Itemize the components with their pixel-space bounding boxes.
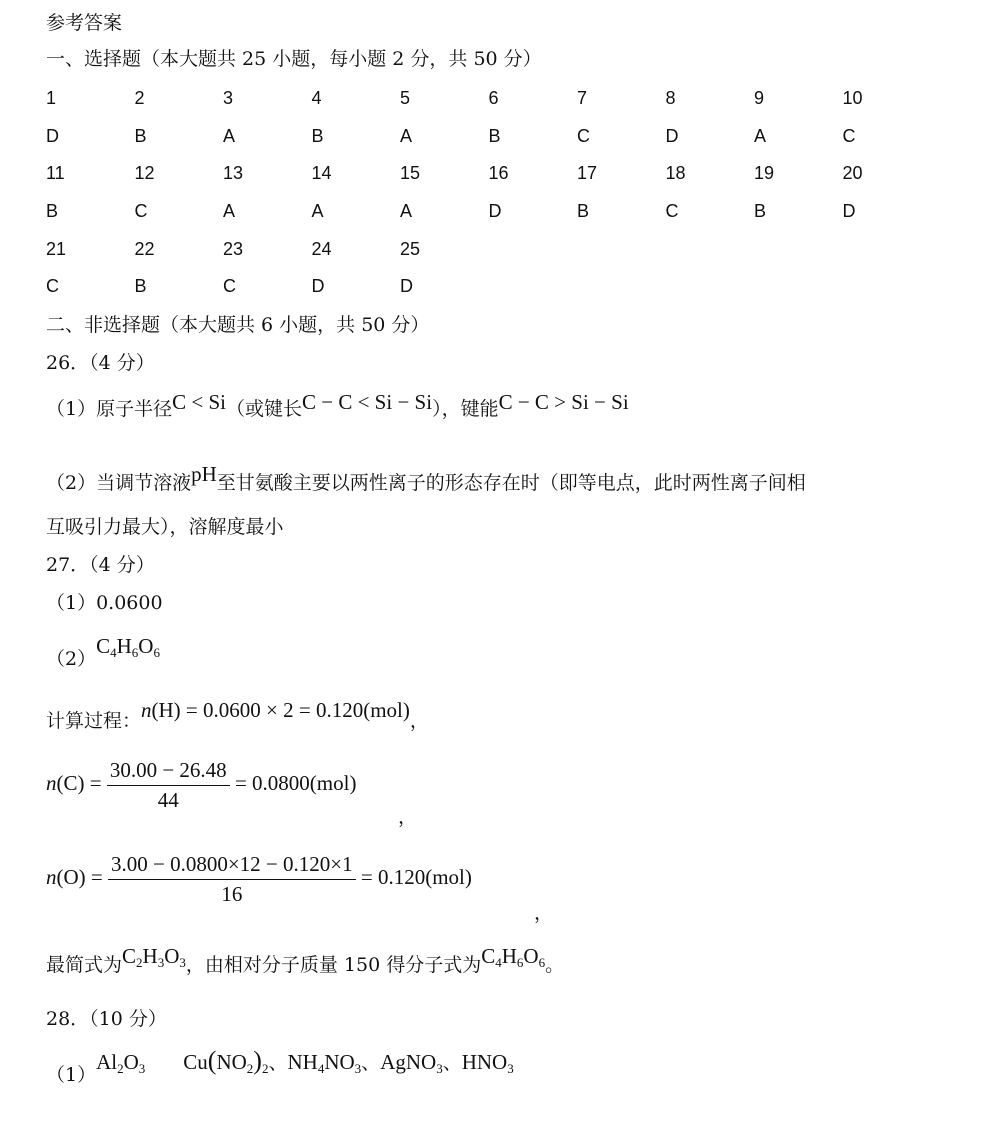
- table-cell: 11: [46, 163, 65, 184]
- table-row: [46, 80, 931, 118]
- table-row: [46, 268, 931, 306]
- molecular-formula: $C_4H_6O_6$: [96, 634, 160, 660]
- table-cell: 18: [665, 163, 686, 184]
- calc-nc: [46, 758, 356, 813]
- q26-part2-text: 至甘氨酸主要以两性离子的形态存在时（即等电点，此时两性离子间相: [216, 472, 806, 494]
- table-cell: 2: [134, 88, 145, 109]
- table-cell: B: [488, 125, 501, 146]
- bond-length-comparison: C − C < Si − Si: [301, 390, 433, 414]
- ph-symbol: pH: [191, 462, 217, 486]
- copper-nitrite-formula: $Cu(NO_2)_2$: [183, 1046, 269, 1076]
- q27-part2: [46, 632, 160, 670]
- table-cell: D: [311, 276, 325, 297]
- table-cell: B: [134, 125, 147, 146]
- calc-nh: [46, 696, 429, 732]
- alumina-formula: $Al_2O_3$: [96, 1050, 146, 1076]
- q28-part1-label: （1）: [46, 1064, 97, 1086]
- empirical-formula: $C_2H_3O_3$: [122, 944, 186, 970]
- q26-part1-mid: （或键长: [225, 398, 302, 420]
- q26-part2-label: （2）当调节溶液: [46, 472, 192, 494]
- table-cell: 16: [488, 163, 509, 184]
- table-cell: B: [754, 201, 767, 222]
- table-cell: 6: [488, 88, 499, 109]
- table-cell: A: [223, 201, 236, 222]
- table-row: [46, 155, 931, 193]
- calc-no: [46, 852, 472, 907]
- table-cell: 12: [134, 163, 155, 184]
- comma: ，: [398, 806, 418, 828]
- simplest-formula-line: [46, 944, 565, 977]
- table-cell: 4: [311, 88, 322, 109]
- table-cell: C: [665, 201, 679, 222]
- comma: ，: [534, 902, 554, 924]
- table-cell: B: [577, 201, 590, 222]
- period: 。: [545, 954, 565, 976]
- table-cell: 17: [577, 163, 598, 184]
- table-cell: 5: [400, 88, 411, 109]
- q26-part2-line2: 互吸引力最大），溶解度最小: [46, 516, 284, 538]
- table-cell: 3: [223, 88, 234, 109]
- table-cell: 7: [577, 88, 588, 109]
- table-row: [46, 118, 931, 156]
- table-cell: A: [223, 125, 236, 146]
- table-cell: 1: [46, 88, 57, 109]
- table-cell: 19: [754, 163, 775, 184]
- q27-part1: （1）0.0600: [46, 592, 163, 614]
- q28-heading: 28．（10 分）: [46, 1008, 167, 1030]
- table-cell: D: [842, 201, 856, 222]
- q26-heading: 26．（4 分）: [46, 352, 155, 374]
- table-cell: C: [842, 125, 856, 146]
- no-fraction: $\frac{3.00 - 0.0800\times 12 - 0.120\times 1}{16}$: [108, 852, 356, 907]
- table-cell: 23: [223, 238, 244, 259]
- table-cell: A: [754, 125, 767, 146]
- table-cell: D: [400, 276, 413, 297]
- table-cell: 21: [46, 238, 67, 259]
- table-cell: B: [46, 201, 59, 222]
- table-row: [46, 230, 931, 268]
- table-cell: C: [577, 125, 590, 146]
- table-cell: D: [488, 201, 502, 222]
- q28-part1: [46, 1046, 514, 1086]
- separator: 、: [361, 1052, 381, 1074]
- table-row: [46, 193, 931, 231]
- section1-heading: 一、选择题（本大题共 25 小题，每小题 2 分，共 50 分）: [46, 48, 542, 70]
- no-equation: n(O) = $\frac{3.00 - 0.0800\times 12 - 0.120\times 1}{16}$ = 0.120(mol): [46, 852, 472, 906]
- table-cell: 14: [311, 163, 332, 184]
- separator: 、: [442, 1052, 462, 1074]
- table-cell: 10: [842, 88, 863, 109]
- separator: 、: [268, 1052, 288, 1074]
- page-title: 参考答案: [46, 12, 123, 34]
- comma: ，: [409, 710, 429, 732]
- table-cell: A: [400, 201, 413, 222]
- q27-part2-label: （2）: [46, 648, 97, 670]
- calc-label: 计算过程：: [46, 710, 142, 732]
- molecular-formula-final: $C_4H_6O_6$: [481, 944, 546, 970]
- table-cell: 9: [754, 88, 765, 109]
- table-cell: C: [223, 276, 236, 297]
- table-cell: A: [400, 125, 413, 146]
- nitric-acid-formula: $HNO_3$: [461, 1050, 514, 1076]
- simplest-mid-text: ，由相对分子质量 150 得分子式为: [185, 954, 482, 976]
- nh-equation: n(H) = 0.0600 × 2 = 0.120(mol): [141, 698, 410, 722]
- table-cell: 8: [665, 88, 676, 109]
- table-cell: D: [46, 125, 59, 146]
- q26-part1-label: （1）原子半径: [46, 398, 173, 420]
- table-cell: B: [134, 276, 147, 297]
- table-cell: 13: [223, 163, 244, 184]
- table-cell: A: [311, 201, 324, 222]
- silver-nitrate-formula: AgNO$_3$: [380, 1050, 443, 1076]
- q26-part1-end: ），键能: [432, 398, 499, 420]
- table-cell: 24: [311, 238, 332, 259]
- table-cell: 15: [400, 163, 421, 184]
- table-cell: 25: [400, 238, 421, 259]
- table-cell: B: [311, 125, 324, 146]
- section2-heading: 二、非选择题（本大题共 6 小题，共 50 分）: [46, 314, 430, 336]
- nc-equation: n(C) = $\frac{30.00 - 26.48}{44}$ = 0.0800(mol): [46, 758, 357, 812]
- table-cell: C: [134, 201, 148, 222]
- simplest-label: 最简式为: [46, 954, 123, 976]
- q27-heading: 27．（4 分）: [46, 554, 155, 576]
- nc-fraction: $\frac{30.00 - 26.48}{44}$: [107, 758, 230, 813]
- radius-comparison: C < Si: [172, 390, 226, 414]
- q26-part2-line1: [46, 462, 806, 495]
- answer-table: [46, 80, 931, 306]
- q26-part1: [46, 390, 629, 421]
- table-cell: D: [665, 125, 679, 146]
- table-cell: 20: [842, 163, 863, 184]
- ammonium-nitrate-formula: $NH_4NO_3$: [287, 1050, 362, 1076]
- table-cell: 22: [134, 238, 155, 259]
- bond-energy-comparison: C − C > Si − Si: [498, 390, 629, 414]
- table-cell: C: [46, 276, 59, 297]
